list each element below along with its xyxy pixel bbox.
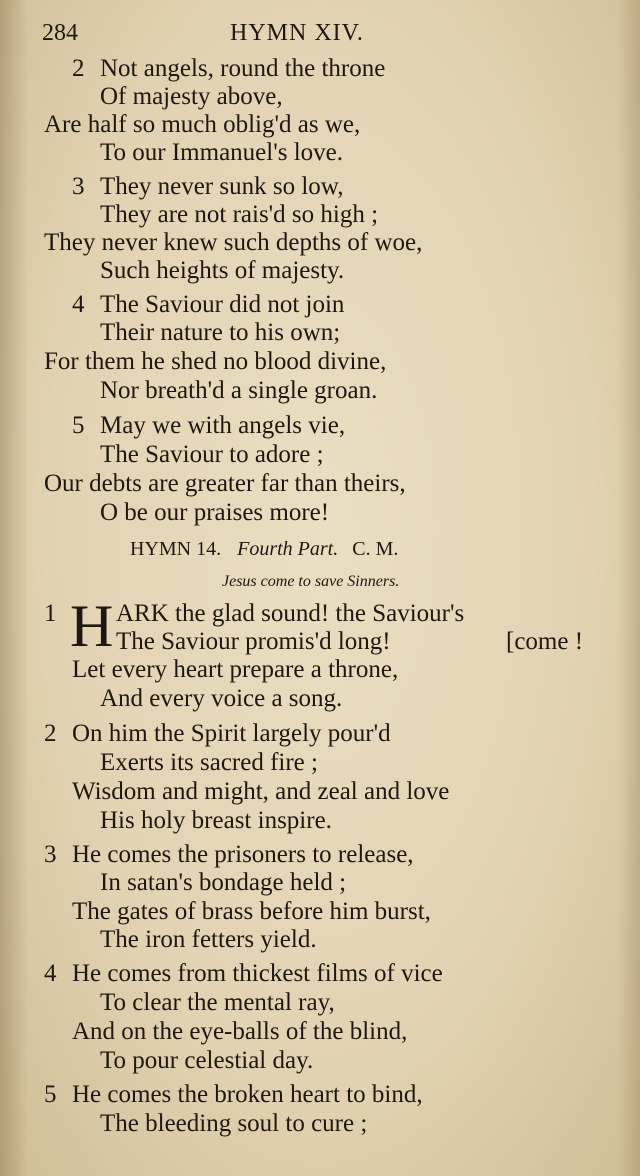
verse-line: The bleeding soul to cure ;: [100, 1110, 368, 1137]
verse-number: 2: [72, 55, 85, 82]
verse-line: He comes the broken heart to bind,: [72, 1081, 423, 1108]
drop-cap: H: [70, 593, 114, 659]
verse-line: The iron fetters yield.: [100, 926, 317, 953]
running-head: HYMN XIV.: [230, 20, 364, 46]
verse-line: Our debts are greater far than theirs,: [44, 470, 406, 497]
verse-line: To clear the mental ray,: [100, 989, 335, 1016]
verse-number: 1: [44, 600, 57, 627]
hymn-subtitle: Jesus come to save Sinners.: [222, 573, 400, 590]
verse-number: 3: [72, 173, 85, 200]
verse-line: Nor breath'd a single groan.: [100, 377, 378, 404]
verse-line: On him the Spirit largely pour'd: [72, 720, 391, 747]
verse-line: They are not rais'd so high ;: [100, 201, 379, 228]
verse-number: 4: [72, 291, 85, 318]
verse-line: May we with angels vie,: [100, 412, 346, 439]
verse-line: Are half so much oblig'd as we,: [44, 111, 361, 138]
verse-line: The Saviour to adore ;: [100, 441, 324, 468]
verse-line: He comes from thickest films of vice: [72, 960, 443, 987]
page-edge-shadow-left: [0, 0, 28, 1176]
verse-number: 5: [72, 412, 85, 439]
verse-number: 4: [44, 960, 57, 987]
verse-number: 5: [44, 1081, 57, 1108]
hymn-heading: [130, 536, 398, 562]
verse-line: O be our praises more!: [100, 499, 330, 526]
verse-line: His holy breast inspire.: [100, 807, 332, 834]
verse-line: ARK the glad sound! the Saviour's: [116, 600, 465, 627]
verse-number: 3: [44, 841, 57, 868]
verse-line: In satan's bondage held ;: [100, 869, 347, 896]
verse-number: 2: [44, 720, 57, 747]
verse-line: To our Immanuel's love.: [100, 139, 343, 166]
verse-line: And every voice a song.: [100, 685, 343, 712]
verse-line-overflow: [come !: [506, 628, 584, 655]
page-number: 284: [42, 20, 78, 46]
verse-line: Of majesty above,: [100, 83, 283, 110]
verse-line: He comes the prisoners to release,: [72, 841, 414, 868]
verse-line: Exerts its sacred fire ;: [100, 749, 318, 776]
verse-line: Wisdom and might, and zeal and love: [72, 778, 450, 805]
verse-line: Their nature to his own;: [100, 319, 341, 346]
verse-line: Such heights of majesty.: [100, 257, 345, 284]
verse-line: To pour celestial day.: [100, 1047, 314, 1074]
hymn-metre: C. M.: [352, 538, 399, 560]
verse-line: The Saviour promis'd long!: [116, 628, 391, 655]
verse-line: They never knew such depths of woe,: [44, 229, 423, 256]
verse-line: The gates of brass before him burst,: [72, 898, 431, 925]
hymn-number: HYMN 14.: [130, 538, 222, 560]
page-edge-shadow-right: [618, 0, 640, 1176]
verse-line: Not angels, round the throne: [100, 55, 386, 82]
verse-line: And on the eye-balls of the blind,: [72, 1018, 408, 1045]
verse-line: They never sunk so low,: [100, 173, 344, 200]
hymn-part: Fourth Part.: [237, 538, 339, 560]
verse-line: For them he shed no blood divine,: [44, 348, 387, 375]
verse-line: The Saviour did not join: [100, 291, 345, 318]
verse-line: Let every heart prepare a throne,: [72, 656, 399, 683]
